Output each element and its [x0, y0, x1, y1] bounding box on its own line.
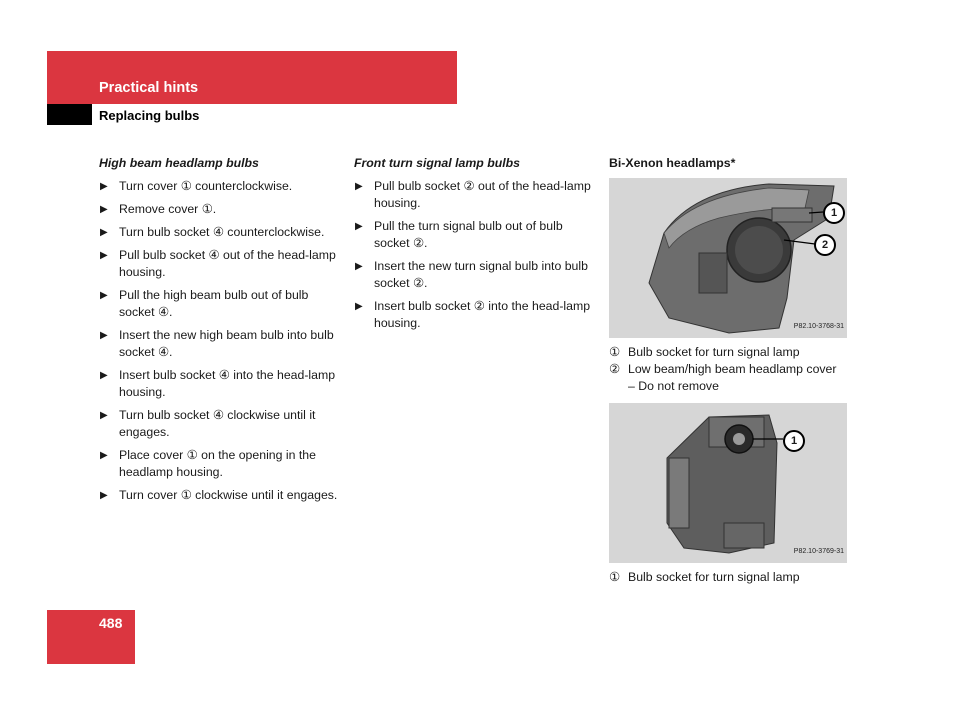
list-item: ▶ Turn cover ① clockwise until it engages. — [100, 488, 338, 502]
list-item: ▶ Insert bulb socket ④ into the head-lamp housing. — [100, 368, 336, 399]
list-item: ▶ Place cover ① on the opening in the headlamp housing. — [100, 448, 316, 479]
triangle-right-icon: ▶ — [355, 221, 363, 232]
legend-item: ① Bulb socket for turn signal lamp — [609, 570, 800, 584]
list-item: ▶ Insert bulb socket ② into the head-lamp housing. — [355, 299, 591, 330]
list-item: ▶ Insert the new high beam bulb into bulb socket ④. — [100, 328, 334, 359]
figure-headlamp-rear — [609, 403, 847, 563]
header-band — [47, 51, 457, 104]
legend-item: ② Low beam/high beam headlamp cover — [609, 362, 837, 376]
list-item: ▶ Pull the high beam bulb out of bulb socket ④. — [100, 288, 309, 319]
triangle-right-icon: ▶ — [100, 227, 108, 238]
triangle-right-icon: ▶ — [355, 261, 363, 272]
heading-high-beam: High beam headlamp bulbs — [99, 156, 259, 170]
heading-turn-signal: Front turn signal lamp bulbs — [354, 156, 521, 170]
callout-1: 1 — [783, 430, 805, 452]
header-tab — [47, 104, 92, 125]
callout-2: 2 — [814, 234, 836, 256]
triangle-right-icon: ▶ — [100, 204, 108, 215]
triangle-right-icon: ▶ — [100, 490, 108, 501]
list-item: ▶ Pull bulb socket ④ out of the head-lamp housing. — [100, 248, 336, 279]
triangle-right-icon: ▶ — [100, 410, 108, 421]
legend-item: ① Bulb socket for turn signal lamp — [609, 345, 800, 359]
headlamp-front-illustration — [609, 178, 847, 338]
triangle-right-icon: ▶ — [100, 290, 108, 301]
page-number: 488 — [99, 615, 123, 631]
figure-code: P82.10-3769-31 — [793, 548, 844, 555]
list-item: ▶ Turn bulb socket ④ clockwise until it engages. — [100, 408, 316, 439]
triangle-right-icon: ▶ — [100, 450, 108, 461]
callout-1: 1 — [823, 202, 845, 224]
figure1-legend — [609, 344, 854, 395]
heading-bi-xenon: Bi-Xenon headlamps* — [609, 156, 736, 170]
headlamp-rear-illustration — [609, 403, 847, 563]
subsection-title: Replacing bulbs — [99, 108, 200, 123]
triangle-right-icon: ▶ — [100, 250, 108, 261]
list-item: ▶ Pull bulb socket ② out of the head-lamp housing. — [355, 179, 591, 210]
figure-headlamp-front — [609, 178, 847, 338]
triangle-right-icon: ▶ — [355, 181, 363, 192]
list-item: ▶ Remove cover ①. — [100, 202, 217, 216]
list-item: ▶ Turn cover ① counterclockwise. — [100, 179, 293, 193]
triangle-right-icon: ▶ — [100, 370, 108, 381]
triangle-right-icon: ▶ — [100, 330, 108, 341]
triangle-right-icon: ▶ — [355, 301, 363, 312]
triangle-right-icon: ▶ — [100, 181, 108, 192]
figure-code: P82.10-3768-31 — [793, 323, 844, 330]
list-item: ▶ Pull the turn signal bulb out of bulb socket ②. — [355, 219, 563, 250]
list-item: ▶ Turn bulb socket ④ counterclockwise. — [100, 225, 325, 239]
figure2-legend — [609, 569, 854, 586]
column-high-beam — [99, 155, 344, 510]
column-bi-xenon — [609, 155, 854, 586]
column-turn-signal — [354, 155, 594, 338]
section-title: Practical hints — [99, 80, 199, 96]
legend-note: – Do not remove — [628, 379, 719, 393]
list-item: ▶ Insert the new turn signal bulb into bulb socket ②. — [355, 259, 588, 290]
